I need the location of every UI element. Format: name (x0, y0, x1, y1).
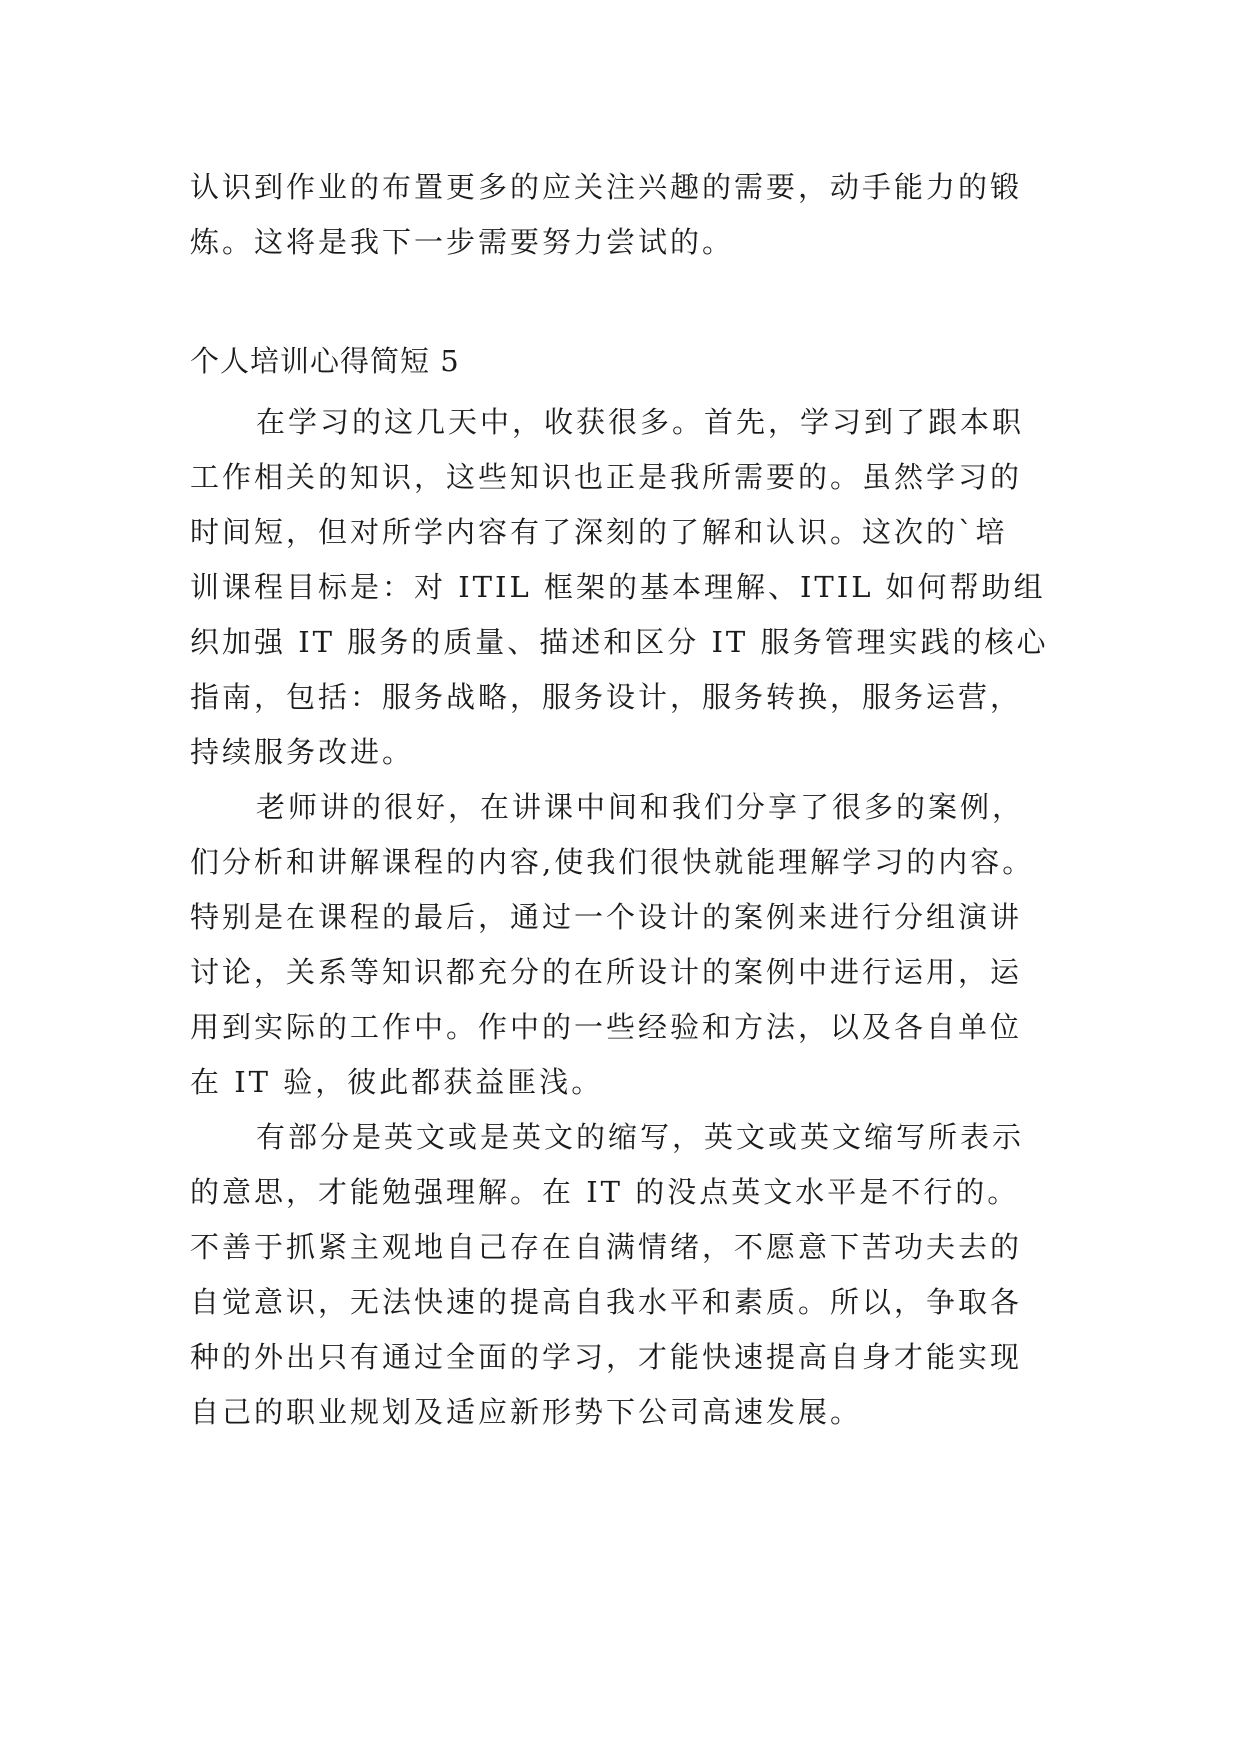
text-line: 的意思，才能勉强理解。在 IT 的没点英文水平是不行的。 (190, 1175, 1020, 1209)
text-line: 训课程目标是：对 ITIL 框架的基本理解、ITIL 如何帮助组 (190, 570, 1046, 604)
text-line: 织加强 IT 服务的质量、描述和区分 IT 服务管理实践的核心 (190, 625, 1049, 659)
paragraph-1 (190, 395, 1050, 780)
text-line: 在 IT 验，彼此都获益匪浅。 (190, 1065, 604, 1099)
text-line: 持续服务改进。 (190, 735, 415, 769)
text-line: 认识到作业的布置更多的应关注兴趣的需要，动手能力的锻 (190, 170, 1023, 204)
text-line: 在学习的这几天中，收获很多。首先，学习到了跟本职 (256, 405, 1025, 439)
text-line: 时间短，但对所学内容有了深刻的了解和认识。这次的`培 (190, 515, 1008, 549)
text-line: 用到实际的工作中。作中的一些经验和方法，以及各自单位 (190, 1010, 1023, 1044)
text-line: 炼。这将是我下一步需要努力尝试的。 (190, 225, 735, 259)
text-line: 工作相关的知识，这些知识也正是我所需要的。虽然学习的 (190, 460, 1023, 494)
text-line: 讨论，关系等知识都充分的在所设计的案例中进行运用，运 (190, 955, 1023, 989)
text-line: 指南，包括：服务战略，服务设计，服务转换，服务运营， (190, 680, 1023, 714)
body-text (190, 395, 1050, 1440)
text-line: 们分析和讲解课程的内容,使我们很快就能理解学习的内容。 (190, 845, 1035, 879)
text-line: 有部分是英文或是英文的缩写，英文或英文缩写所表示 (256, 1120, 1025, 1154)
text-line: 自觉意识，无法快速的提高自我水平和素质。所以，争取各 (190, 1285, 1023, 1319)
intro-paragraph (190, 160, 1050, 270)
text-line: 种的外出只有通过全面的学习，才能快速提高自身才能实现 (190, 1340, 1023, 1374)
text-line: 不善于抓紧主观地自己存在自满情绪，不愿意下苦功夫去的 (190, 1230, 1023, 1264)
text-line: 自己的职业规划及适应新形势下公司高速发展。 (190, 1395, 863, 1429)
section-heading: 个人培训心得简短 5 (190, 344, 460, 378)
paragraph-2 (190, 780, 1050, 1110)
text-line: 老师讲的很好，在讲课中间和我们分享了很多的案例， (256, 790, 1025, 824)
text-line: 特别是在课程的最后，通过一个设计的案例来进行分组演讲 (190, 900, 1023, 934)
paragraph-3 (190, 1110, 1050, 1440)
